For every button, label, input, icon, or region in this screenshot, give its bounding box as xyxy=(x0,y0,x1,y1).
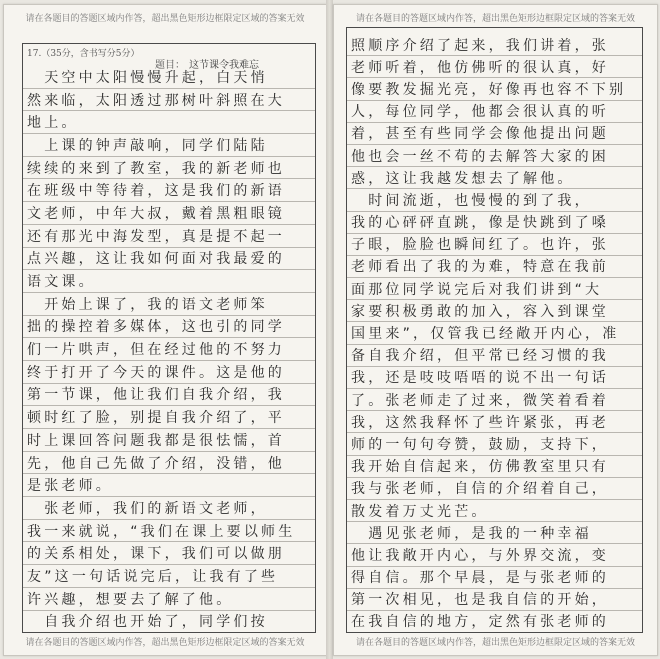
handwritten-line: 还有那光中海发型，真是提不起一 xyxy=(23,224,315,247)
handwritten-line: 开始上课了，我的语文老师笨 xyxy=(23,292,315,315)
handwritten-line: 我与张老师，自信的介绍着自己， xyxy=(347,477,642,499)
answer-sheet-right-page xyxy=(333,4,658,656)
handwritten-line: 了。张老师走了过来，微笑着看着 xyxy=(347,388,642,410)
handwritten-line: 终于打开了今天的课件。这是他的 xyxy=(23,360,315,383)
handwritten-line: 国里来”，仅管我已经敞开内心，准 xyxy=(347,321,642,343)
handwritten-line: 师的一句句夸赞，鼓励，支持下， xyxy=(347,432,642,454)
bottom-notice: 请在各题目的答题区域内作答，超出黑色矩形边框限定区域的答案无效 xyxy=(25,638,305,648)
handwritten-line: 备自我介绍，但平常已经习惯的我 xyxy=(347,344,642,366)
handwritten-line: 语文课。 xyxy=(23,269,315,292)
handwritten-line: 时上课回答问题我都是很怯懦，首 xyxy=(23,428,315,451)
handwritten-line: 着，甚至有些同学会像他提出问题 xyxy=(347,122,642,144)
handwritten-line: 散发着万丈光芒。 xyxy=(347,499,642,521)
handwritten-line: 第一次相见，也是我自信的开始， xyxy=(347,588,642,610)
handwritten-line: 在我自信的地方，定然有张老师的 xyxy=(347,610,642,632)
handwritten-line: 在班级中等待着，这是我们的新语 xyxy=(23,178,315,201)
handwritten-line: 上课的钟声敲响，同学们陆陆 xyxy=(23,133,315,156)
handwritten-line: 自我介绍也开始了，同学们按 xyxy=(23,610,315,633)
handwritten-line: 我一来就说，“我们在课上要以师生 xyxy=(23,519,315,542)
handwritten-line: 拙的操控着多媒体，这也引的同学 xyxy=(23,315,315,338)
handwritten-line: 子眼，脸脸也瞬间红了。也许，张 xyxy=(347,233,642,255)
title-label: 题目： xyxy=(155,60,185,71)
top-notice: 请在各题目的答题区域内作答，超出黑色矩形边框限定区域的答案无效 xyxy=(355,14,635,24)
handwritten-line: 然来临，太阳透过那树叶斜照在大 xyxy=(23,88,315,111)
handwritten-line: 第一节课，他让我们自我介绍，我 xyxy=(23,383,315,406)
handwritten-line: 先，他自己先做了介绍，没错，他 xyxy=(23,451,315,474)
answer-sheet-left-page xyxy=(3,4,327,656)
handwritten-line: 老师听着，他仿佛听的很认真，好 xyxy=(347,55,642,77)
handwritten-line: 天空中太阳慢慢升起，白天悄 xyxy=(27,69,268,86)
bottom-notice: 请在各题目的答题区域内作答，超出黑色矩形边框限定区域的答案无效 xyxy=(355,638,635,648)
handwritten-line: 他让我敞开内心，与外界交流，变 xyxy=(347,543,642,565)
handwritten-line: 遇见张老师，是我的一种幸福 xyxy=(347,521,642,543)
page-fold xyxy=(326,0,333,659)
handwritten-line: 面那位同学说完后对我们讲到“大 xyxy=(347,277,642,299)
answer-box xyxy=(22,43,316,633)
question-number: 17.（35分，含书写分5分） xyxy=(27,49,140,59)
handwritten-line: 友”这一句话说完后，让我有了些 xyxy=(23,564,315,587)
handwritten-line: 文老师，中年大叔，戴着黑粗眼镜 xyxy=(23,201,315,224)
handwritten-line: 时间流逝，也慢慢的到了我， xyxy=(347,188,642,210)
handwritten-line: 他也会一丝不苟的去解答大家的困 xyxy=(347,144,642,166)
handwritten-line: 许兴趣，想要去了解了他。 xyxy=(23,587,315,610)
handwritten-line: 老师看出了我的为难，特意在我前 xyxy=(347,255,642,277)
handwritten-line: 我的心砰砰直跳，像是快跳到了嗓 xyxy=(347,211,642,233)
writing-grid xyxy=(23,66,315,632)
handwritten-line: 我开始自信起来，仿佛教室里只有 xyxy=(347,455,642,477)
handwritten-line: 是张老师。 xyxy=(23,473,315,496)
answer-box xyxy=(346,27,643,633)
handwritten-line: 点兴趣，这让我如何面对我最爱的 xyxy=(23,247,315,270)
handwritten-line: 张老师，我们的新语文老师， xyxy=(23,496,315,519)
handwritten-line: 照顺序介绍了起来，我们讲着，张 xyxy=(351,37,609,54)
handwritten-line: 我，还是吱吱唔唔的说不出一句话 xyxy=(347,366,642,388)
handwritten-line: 惑，这让我越发想去了解他。 xyxy=(347,166,642,188)
handwritten-line: 家要积极勇敢的加入，容入到课堂 xyxy=(347,299,642,321)
handwritten-line: 得自信。那个早晨，是与张老师的 xyxy=(347,566,642,588)
handwritten-line: 我，这然我释怀了些许紧张，再老 xyxy=(347,410,642,432)
handwritten-line: 像要教发掘光亮，好像再也容不下别 xyxy=(347,77,642,99)
handwritten-line: 续续的来到了教室，我的新老师也 xyxy=(23,156,315,179)
handwritten-line: 地上。 xyxy=(23,110,315,133)
top-notice: 请在各题目的答题区域内作答，超出黑色矩形边框限定区域的答案无效 xyxy=(25,14,305,24)
handwritten-line: 顿时红了脸，别提自我介绍了，平 xyxy=(23,405,315,428)
handwritten-line: 们一片哄声，但在经过他的不努力 xyxy=(23,337,315,360)
handwritten-line: 人，每位同学，他都会很认真的听 xyxy=(347,100,642,122)
essay-title: 这节课令我难忘 xyxy=(189,60,259,71)
handwritten-line: 的关系相处，课下，我们可以做朋 xyxy=(23,541,315,564)
writing-grid xyxy=(347,34,642,632)
